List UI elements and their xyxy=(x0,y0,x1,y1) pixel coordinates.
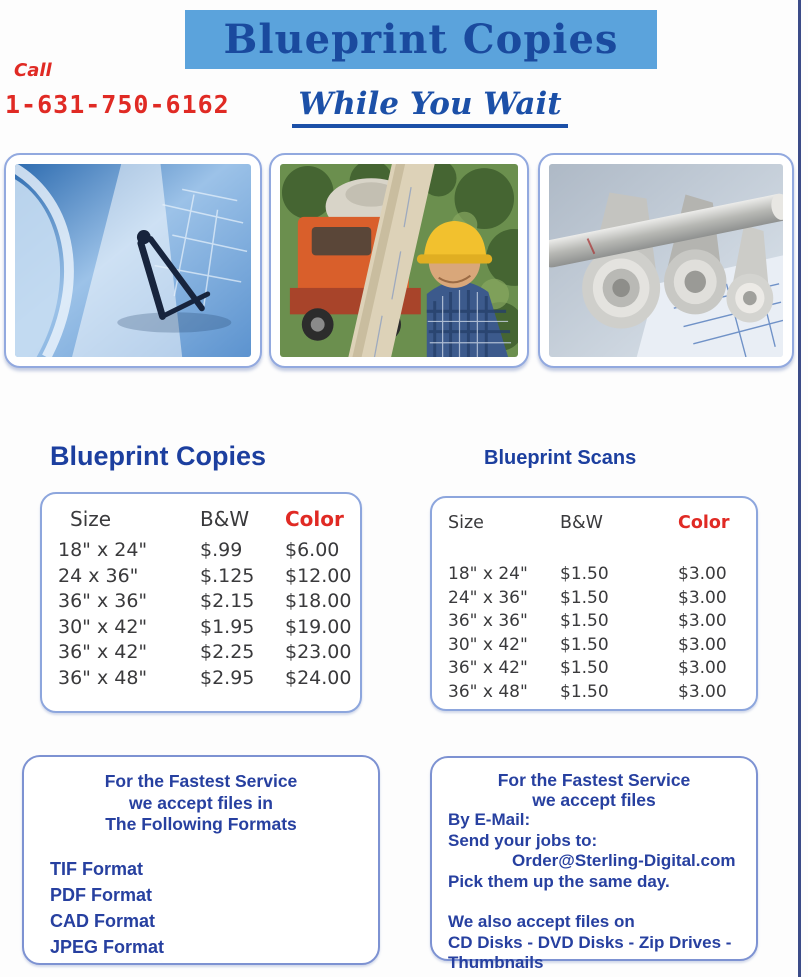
cell-bw: $1.50 xyxy=(560,658,609,678)
cell-color: $23.00 xyxy=(285,641,352,663)
photo-frame xyxy=(538,153,794,368)
cell-size: 30" x 42" xyxy=(58,615,148,638)
cell-bw: $1.50 xyxy=(560,611,609,631)
email-line: CD Disks - DVD Disks - Zip Drives - xyxy=(448,932,732,952)
cell-size: 36" x 36" xyxy=(58,590,148,612)
col-header-size: Size xyxy=(70,507,112,531)
col-header-size: Size xyxy=(448,513,484,533)
cell-size: 36" x 42" xyxy=(448,658,528,678)
email-line: We also accept files on xyxy=(448,912,635,931)
cell-color: $12.00 xyxy=(285,564,352,587)
cell-color: $3.00 xyxy=(678,564,727,584)
cell-color: $24.00 xyxy=(285,666,352,689)
cell-size: 18" x 24" xyxy=(58,539,148,561)
cell-color: $3.00 xyxy=(678,587,727,608)
title-banner xyxy=(185,10,657,69)
call-label: Call xyxy=(14,60,52,81)
cell-bw: $1.50 xyxy=(560,564,609,584)
format-item: TIF Format xyxy=(50,858,143,879)
scans-price-table xyxy=(430,496,758,711)
cell-size: 36" x 48" xyxy=(58,666,148,689)
cell-bw: $1.50 xyxy=(560,587,609,608)
email-line: Thumbnails xyxy=(448,953,544,972)
cell-bw: $1.95 xyxy=(200,615,255,638)
cell-color: $6.00 xyxy=(285,539,340,561)
email-address: Order@Sterling-Digital.com xyxy=(512,851,736,870)
cell-bw: $.125 xyxy=(200,564,255,587)
formats-heading-line: For the Fastest Service xyxy=(104,771,298,791)
email-line: Pick them up the same day. xyxy=(448,871,670,891)
copies-section-title: Blueprint Copies xyxy=(50,441,267,471)
email-line: By E-Mail: xyxy=(448,810,531,829)
cell-size: 36" x 36" xyxy=(448,611,528,631)
cell-bw: $2.15 xyxy=(200,590,255,612)
cell-size: 18" x 24" xyxy=(448,564,528,584)
formats-heading-line: The Following Formats xyxy=(105,814,297,834)
page-subtitle: While You Wait xyxy=(292,86,567,128)
col-header-color: Color xyxy=(678,513,730,533)
copies-price-table xyxy=(40,492,362,713)
col-header-bw: B&W xyxy=(560,513,603,533)
construction-worker-photo xyxy=(280,164,518,357)
col-header-bw: B&W xyxy=(200,507,250,531)
phone-number: 1-631-750-6162 xyxy=(5,90,230,119)
email-heading-line: For the Fastest Service xyxy=(497,770,691,790)
spacer xyxy=(448,892,756,912)
cell-color: $18.00 xyxy=(285,590,352,612)
cell-bw: $1.50 xyxy=(560,681,609,702)
cell-color: $3.00 xyxy=(678,634,727,655)
accepted-formats-box xyxy=(22,755,380,965)
cell-size: 24 x 36" xyxy=(58,564,139,587)
cell-bw: $2.25 xyxy=(200,641,255,663)
email-orders-box xyxy=(430,756,758,972)
cell-color: $3.00 xyxy=(678,658,727,678)
format-item: PDF Format xyxy=(50,884,153,905)
cell-size: 36" x 48" xyxy=(448,681,528,702)
email-line: Send your jobs to: xyxy=(448,830,598,850)
blueprint-compass-photo xyxy=(15,164,251,357)
subtitle-wrap xyxy=(250,86,610,128)
cell-bw: $.99 xyxy=(200,539,243,561)
cell-size: 24" x 36" xyxy=(448,587,528,608)
format-item: JPEG Format xyxy=(50,936,165,957)
cell-color: $3.00 xyxy=(678,681,727,702)
cell-color: $3.00 xyxy=(678,611,727,631)
scan-edge-line xyxy=(798,0,801,977)
cell-bw: $2.95 xyxy=(200,666,255,689)
cell-color: $19.00 xyxy=(285,615,352,638)
photo-frame xyxy=(269,153,529,368)
photo-frame xyxy=(4,153,262,368)
cell-size: 30" x 42" xyxy=(448,634,528,655)
cell-size: 36" x 42" xyxy=(58,641,148,663)
formats-heading-line: we accept files in xyxy=(129,792,273,813)
page-title: Blueprint Copies xyxy=(223,16,619,63)
format-item: CAD Format xyxy=(50,910,156,931)
email-heading-line: we accept files xyxy=(532,790,656,810)
scans-section-title: Blueprint Scans xyxy=(484,447,637,469)
cell-bw: $1.50 xyxy=(560,634,609,655)
rolled-blueprints-photo xyxy=(549,164,783,357)
col-header-color: Color xyxy=(285,507,344,531)
